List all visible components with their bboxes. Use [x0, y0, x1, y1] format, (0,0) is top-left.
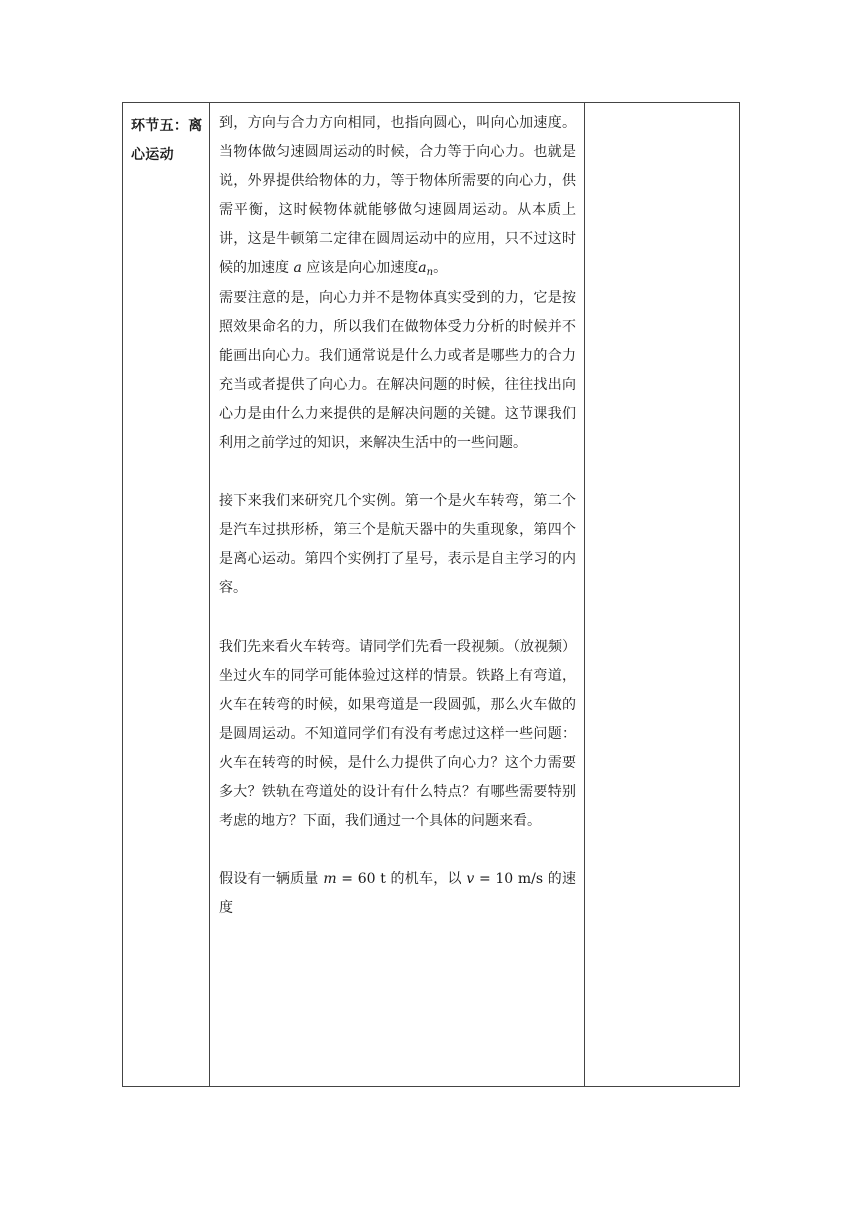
text-run: 应该是向心加速度: [301, 260, 419, 277]
lesson-content: [210, 103, 584, 923]
paragraph-gap: [219, 458, 576, 487]
paragraph-gap: [219, 836, 576, 865]
subscript-n: n: [426, 267, 434, 279]
lesson-table: [122, 102, 740, 1087]
text-run: 到，方向与合力方向相同，也指向圆心，叫向心加速度。当物体做匀速圆周运动的时候，合力等于向心力。也就是说，外界提供给物体的力，等于物体所需要的向心力，供需平衡，这时候物体就能够做匀速圆周运动。从本质上讲，这是牛顿第二定律在圆周运动中的应用，只不过这时候的加速度: [219, 115, 576, 277]
variable-a-n: a: [418, 260, 427, 277]
stage-cell: [123, 103, 210, 1087]
text-run: 假设有一辆质量: [219, 871, 324, 888]
text-run: = 60 t 的机车，以: [336, 871, 467, 888]
paragraph-train-turning: 我们先来看火车转弯。请同学们先看一段视频。（放视频）坐过火车的同学可能体验过这样的情景。铁路上有弯道，火车在转弯的时候，如果弯道是一段圆弧，那么火车做的是圆周运动。不知道同学们有没有考虑过这样一些问题：火车在转弯的时候，是什么力提供了向心力？这个力需要多大？铁轨在弯道处的设计有什么特点？有哪些需要特别考虑的地方？下面，我们通过一个具体的问题来看。: [219, 638, 576, 830]
text-run: = 10 m/s 的速度: [219, 871, 576, 917]
paragraph-problem: [219, 865, 576, 923]
content-cell: [210, 103, 585, 1087]
variable-v: v: [466, 871, 475, 888]
variable-m: m: [323, 871, 337, 888]
paragraph-gap: [219, 604, 576, 633]
variable-a: a: [293, 260, 302, 277]
table-row: [123, 103, 740, 1087]
text-run: 。: [433, 260, 448, 277]
paragraph-note: 需要注意的是，向心力并不是物体真实受到的力，它是按照效果命名的力，所以我们在做物体受力分析的时候并不能画出向心力。我们通常说是什么力或者是哪些力的合力充当或者提供了向心力。在解决问题的时候，往往找出向心力是由什么力来提供的是解决问题的关键。这节课我们利用之前学过的知识，来解决生活中的一些问题。: [219, 289, 576, 452]
stage-label: 环节五：离心运动: [131, 118, 203, 163]
notes-cell: [585, 103, 740, 1087]
paragraph-centripetal-acceleration: [219, 109, 576, 284]
paragraph-examples: 接下来我们来研究几个实例。第一个是火车转弯，第二个是汽车过拱形桥，第三个是航天器中的失重现象，第四个是离心运动。第四个实例打了星号，表示是自主学习的内容。: [219, 493, 576, 597]
